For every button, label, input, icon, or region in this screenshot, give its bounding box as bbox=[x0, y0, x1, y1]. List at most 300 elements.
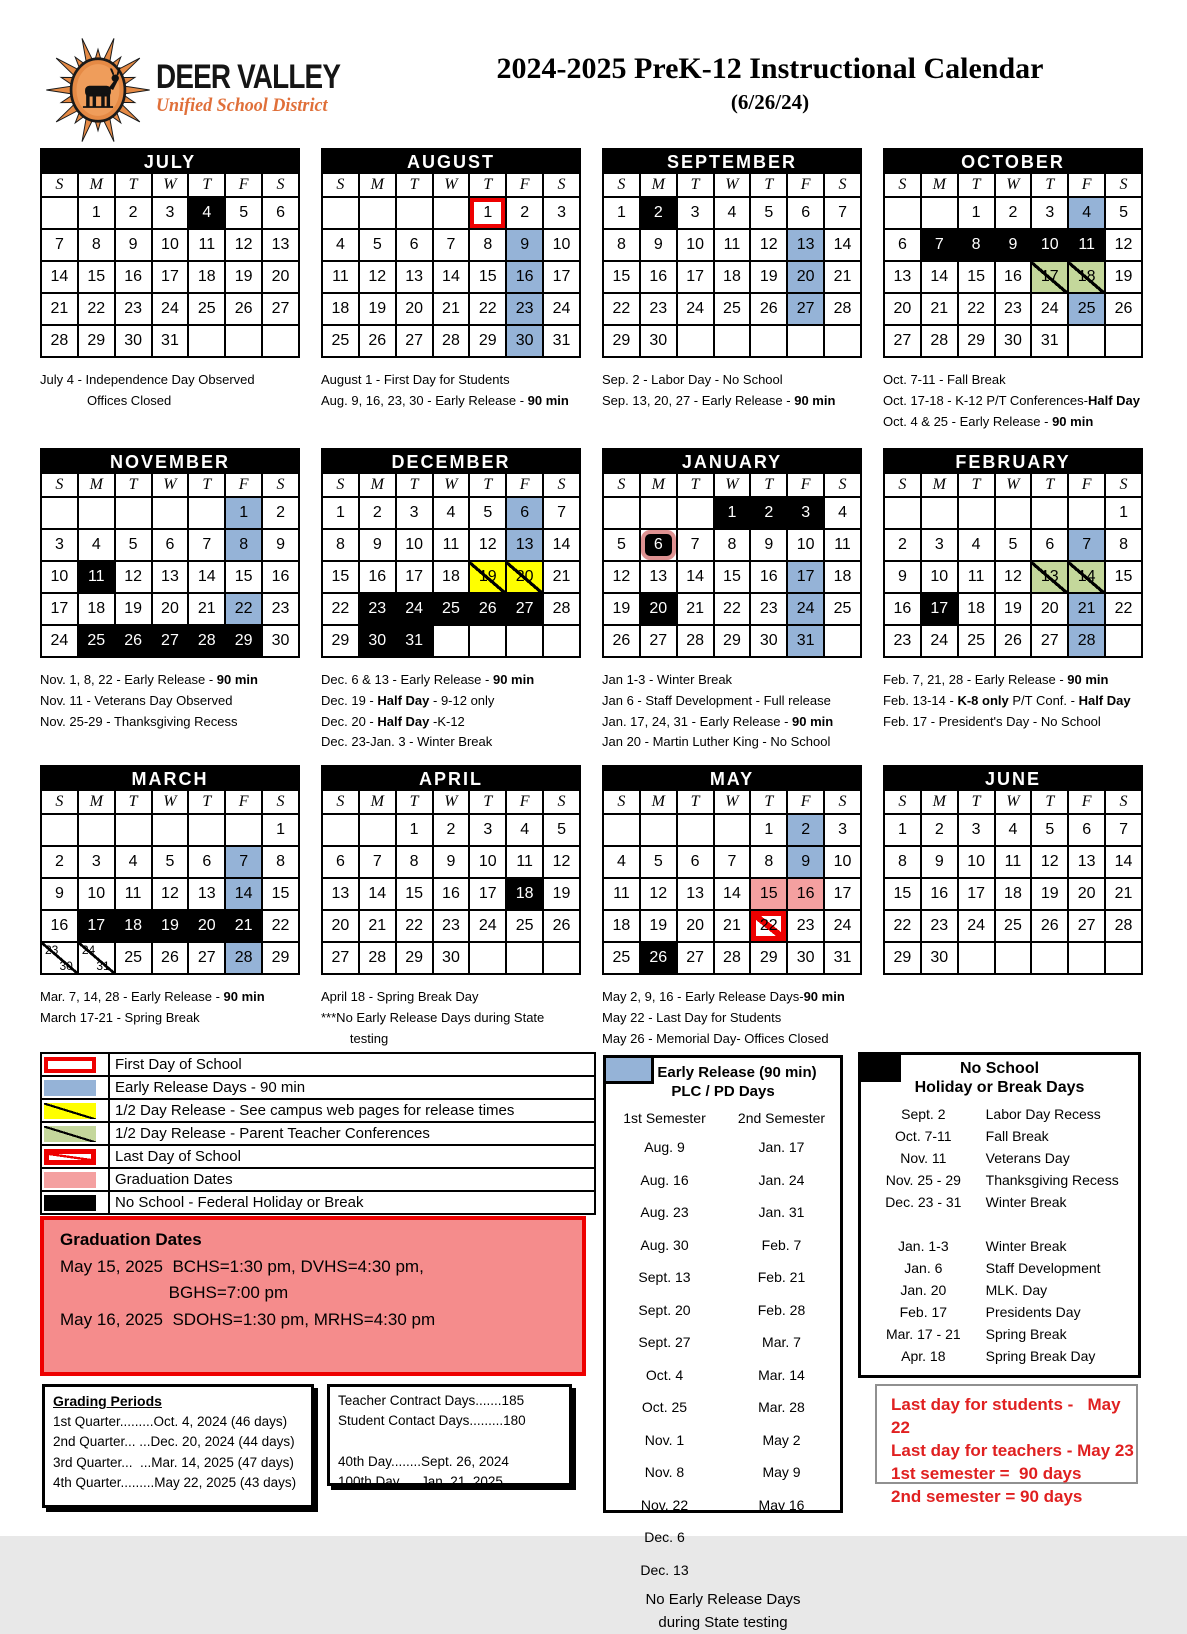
district-name bbox=[156, 58, 381, 117]
day-header: M bbox=[921, 473, 958, 497]
month-title: DECEMBER bbox=[321, 448, 581, 472]
calendar-day: 10 bbox=[152, 229, 189, 261]
calendar-day: 5 bbox=[995, 529, 1032, 561]
calendar-day: 29 bbox=[603, 325, 640, 357]
calendar-day: 9 bbox=[506, 229, 543, 261]
calendar-day: 8 bbox=[469, 229, 506, 261]
calendar-day bbox=[884, 197, 921, 229]
calendar-day bbox=[188, 325, 225, 357]
calendar-day: 17 bbox=[921, 593, 958, 625]
calendar-day: 3 bbox=[543, 197, 580, 229]
calendar-day: 31 bbox=[787, 625, 824, 657]
calendar-day: 21 bbox=[359, 910, 396, 942]
calendar-day: 24 bbox=[396, 593, 433, 625]
red1-swatch bbox=[44, 1057, 96, 1073]
day-header: S bbox=[603, 173, 640, 197]
month-calendar bbox=[602, 789, 862, 975]
calendar-day: 10 bbox=[1031, 229, 1068, 261]
calendar-day: 2 bbox=[41, 846, 78, 878]
calendar-day: 1 bbox=[322, 497, 359, 529]
day-header: S bbox=[603, 790, 640, 814]
calendar-day: 15 bbox=[225, 561, 262, 593]
calendar-day bbox=[115, 814, 152, 846]
early-release-row: Dec. 13 bbox=[640, 1561, 689, 1578]
day-header: S bbox=[262, 473, 299, 497]
semester-summary-box bbox=[875, 1384, 1138, 1506]
calendar-day: 9 bbox=[433, 846, 470, 878]
legend-item bbox=[41, 1076, 595, 1099]
calendar-day: 2 bbox=[359, 497, 396, 529]
calendar-day: 24 bbox=[543, 293, 580, 325]
month-note: Offices Closed bbox=[40, 392, 172, 408]
calendar-day: 29 bbox=[262, 942, 299, 974]
calendar-day: 15 bbox=[78, 261, 115, 293]
day-header: S bbox=[41, 790, 78, 814]
calendar-day: 23 bbox=[750, 593, 787, 625]
calendar-day: 7 bbox=[677, 529, 714, 561]
calendar-day: 30 bbox=[995, 325, 1032, 357]
day-header: S bbox=[884, 790, 921, 814]
page-title-block bbox=[420, 52, 1120, 115]
months-grid bbox=[40, 148, 1143, 1049]
calendar-day: 24 bbox=[824, 910, 861, 942]
calendar-day: 26 bbox=[359, 325, 396, 357]
calendar-day: 13 bbox=[152, 561, 189, 593]
calendar-day: 4 bbox=[824, 497, 861, 529]
calendar-day: 24 bbox=[787, 593, 824, 625]
calendar-day: 11 bbox=[824, 529, 861, 561]
calendar-day: 9 bbox=[787, 846, 824, 878]
calendar-day: 22 bbox=[884, 910, 921, 942]
calendar-day: 16 bbox=[640, 261, 677, 293]
month-april bbox=[321, 765, 581, 1049]
calendar-day: 14 bbox=[433, 261, 470, 293]
month-calendar bbox=[40, 472, 300, 658]
calendar-day bbox=[225, 325, 262, 357]
calendar-day: 22 bbox=[750, 910, 787, 942]
calendar-day: 23 bbox=[884, 625, 921, 657]
calendar-day bbox=[433, 625, 470, 657]
calendar-day bbox=[543, 625, 580, 657]
day-header: W bbox=[152, 173, 189, 197]
month-note: July 4 - Independence Day Observed bbox=[40, 372, 255, 387]
calendar-day: 27 bbox=[506, 593, 543, 625]
calendar-day: 7 bbox=[1105, 814, 1142, 846]
calendar-day: 30 bbox=[750, 625, 787, 657]
calendar-day: 19 bbox=[995, 593, 1032, 625]
calendar-day: 11 bbox=[188, 229, 225, 261]
calendar-day: 30 bbox=[787, 942, 824, 974]
calendar-day: 23 bbox=[506, 293, 543, 325]
summary-line: 1st semester = 90 days bbox=[891, 1463, 1082, 1483]
calendar-day: 22 bbox=[1105, 593, 1142, 625]
early-release-row: Sept. 20 Feb. 28 bbox=[638, 1301, 806, 1318]
calendar-day: 20 bbox=[884, 293, 921, 325]
calendar-day bbox=[995, 497, 1032, 529]
early-release-footer: No Early Release Days during State testing bbox=[645, 1591, 801, 1631]
calendar-day: 30 bbox=[262, 625, 299, 657]
day-header: T bbox=[750, 173, 787, 197]
month-note: March 17-21 - Spring Break bbox=[40, 1009, 200, 1025]
calendar-day: 4 bbox=[714, 197, 751, 229]
calendar-day: 14 bbox=[41, 261, 78, 293]
calendar-day bbox=[714, 814, 751, 846]
calendar-day: 17 bbox=[787, 561, 824, 593]
calendar-day: 2 bbox=[787, 814, 824, 846]
calendar-day: 22 bbox=[262, 910, 299, 942]
calendar-day: 6 bbox=[188, 846, 225, 878]
day-header: F bbox=[1068, 473, 1105, 497]
day-header: T bbox=[396, 473, 433, 497]
month-calendar bbox=[883, 172, 1143, 358]
calendar-day: 23 bbox=[433, 910, 470, 942]
calendar-day bbox=[78, 814, 115, 846]
legend-label: No School - Federal Holiday or Break bbox=[109, 1191, 595, 1214]
calendar-day: 22 bbox=[396, 910, 433, 942]
calendar-day: 6 bbox=[262, 197, 299, 229]
day-header: W bbox=[995, 473, 1032, 497]
calendar-day: 29 bbox=[750, 942, 787, 974]
day-header: T bbox=[115, 173, 152, 197]
calendar-day: 28 bbox=[921, 325, 958, 357]
calendar-day: 1 bbox=[396, 814, 433, 846]
calendar-day: 28 bbox=[188, 625, 225, 657]
graduation-line: May 15, 2025 BCHS=1:30 pm, DVHS=4:30 pm, bbox=[60, 1257, 424, 1276]
no-school-row: Nov. 25 - 29 Thanksgiving Recess bbox=[885, 1172, 1119, 1188]
calendar-day: 14 bbox=[677, 561, 714, 593]
legend-item bbox=[41, 1122, 595, 1145]
month-title: NOVEMBER bbox=[40, 448, 300, 472]
calendar-day: 12 bbox=[995, 561, 1032, 593]
calendar-day: 4 bbox=[115, 846, 152, 878]
calendar-day: 14 bbox=[188, 561, 225, 593]
calendar-day: 10 bbox=[543, 229, 580, 261]
calendar-day: 23 bbox=[115, 293, 152, 325]
calendar-day: 13 bbox=[677, 878, 714, 910]
calendar-day: 31 bbox=[152, 325, 189, 357]
month-note: Dec. 19 - Half Day - 9-12 only bbox=[321, 692, 495, 708]
calendar-day: 16 bbox=[921, 878, 958, 910]
legend-item bbox=[41, 1053, 595, 1076]
calendar-day bbox=[152, 497, 189, 529]
day-header: M bbox=[640, 173, 677, 197]
day-header: S bbox=[322, 473, 359, 497]
calendar-day: 7 bbox=[824, 197, 861, 229]
calendar-day: 10 bbox=[396, 529, 433, 561]
calendar-day: 10 bbox=[787, 529, 824, 561]
calendar-day: 26 bbox=[152, 942, 189, 974]
calendar-day: 25 bbox=[115, 942, 152, 974]
no-school-row: Jan. 20 MLK. Day bbox=[900, 1282, 1048, 1298]
month-note: Jan 20 - Martin Luther King - No School bbox=[602, 734, 831, 750]
calendar-day bbox=[640, 497, 677, 529]
calendar-day: 21 bbox=[1105, 878, 1142, 910]
contract-days-lines bbox=[338, 1391, 561, 1492]
calendar-day bbox=[884, 497, 921, 529]
second-semester-header: 2nd Semester bbox=[737, 1110, 826, 1126]
day-header: M bbox=[78, 473, 115, 497]
calendar-day: 12 bbox=[225, 229, 262, 261]
day-header: S bbox=[41, 473, 78, 497]
month-november bbox=[40, 448, 300, 765]
calendar-day bbox=[677, 497, 714, 529]
calendar-day: 22 bbox=[78, 293, 115, 325]
calendar-day: 9 bbox=[750, 529, 787, 561]
calendar-day: 9 bbox=[921, 846, 958, 878]
calendar-day: 22 bbox=[225, 593, 262, 625]
calendar-day bbox=[188, 497, 225, 529]
calendar-day: 30 bbox=[433, 942, 470, 974]
early-release-row: Nov. 8 May 9 bbox=[644, 1464, 801, 1480]
day-header: T bbox=[958, 173, 995, 197]
month-january bbox=[602, 448, 862, 765]
yel-swatch bbox=[44, 1103, 96, 1119]
day-header: T bbox=[1031, 173, 1068, 197]
calendar-day: 2 bbox=[750, 497, 787, 529]
calendar-day: 11 bbox=[995, 846, 1032, 878]
calendar-day: 25 bbox=[824, 593, 861, 625]
graduation-line: May 16, 2025 SDOHS=1:30 pm, MRHS=4:30 pm bbox=[60, 1309, 436, 1329]
calendar-day: 13 bbox=[262, 229, 299, 261]
calendar-day: 12 bbox=[603, 561, 640, 593]
calendar-day: 25 bbox=[188, 293, 225, 325]
district-name-top: DEER VALLEY bbox=[156, 58, 341, 96]
calendar-day: 8 bbox=[884, 846, 921, 878]
calendar-day: 11 bbox=[78, 561, 115, 593]
calendar-day: 3 bbox=[396, 497, 433, 529]
early-release-row: Oct. 25 Mar. 28 bbox=[641, 1399, 805, 1415]
month-february bbox=[883, 448, 1143, 765]
day-header: M bbox=[640, 790, 677, 814]
month-title: FEBRUARY bbox=[883, 448, 1143, 472]
calendar-day: 22 bbox=[469, 293, 506, 325]
grading-line: 3rd Quarter... ...Mar. 14, 2025 (47 days) bbox=[53, 1454, 294, 1470]
calendar-day bbox=[41, 814, 78, 846]
calendar-day: 5 bbox=[225, 197, 262, 229]
calendar-day: 12 bbox=[152, 878, 189, 910]
calendar-day: 27 bbox=[1068, 910, 1105, 942]
calendar-day: 29 bbox=[78, 325, 115, 357]
legend-item bbox=[41, 1099, 595, 1122]
calendar-day bbox=[1031, 497, 1068, 529]
calendar-day: 9 bbox=[115, 229, 152, 261]
contract-line: Student Contact Days.........180 bbox=[338, 1413, 526, 1429]
calendar-day: 24 bbox=[469, 910, 506, 942]
calendar-day: 11 bbox=[506, 846, 543, 878]
day-header: T bbox=[188, 473, 225, 497]
month-calendar bbox=[602, 472, 862, 658]
calendar-day: 26 bbox=[1031, 910, 1068, 942]
legend-label: Graduation Dates bbox=[109, 1168, 595, 1191]
day-header: F bbox=[787, 173, 824, 197]
calendar-day: 27 bbox=[152, 625, 189, 657]
day-header: S bbox=[262, 790, 299, 814]
calendar-day bbox=[359, 197, 396, 229]
calendar-day: 12 bbox=[469, 529, 506, 561]
calendar-day: 1 bbox=[262, 814, 299, 846]
calendar-day: 21 bbox=[225, 910, 262, 942]
calendar-day: 28 bbox=[225, 942, 262, 974]
calendar-day: 25 bbox=[322, 325, 359, 357]
calendar-day: 25 bbox=[603, 942, 640, 974]
calendar-day: 1 bbox=[958, 197, 995, 229]
calendar-day: 19 bbox=[152, 910, 189, 942]
no-school-row: Apr. 18 Spring Break Day bbox=[901, 1348, 1096, 1364]
calendar-day: 24 bbox=[921, 625, 958, 657]
calendar-day: 26 bbox=[995, 625, 1032, 657]
calendar-day: 25 bbox=[433, 593, 470, 625]
calendar-day: 28 bbox=[1068, 625, 1105, 657]
calendar-day: 14 bbox=[714, 878, 751, 910]
calendar-day: 7 bbox=[359, 846, 396, 878]
month-notes bbox=[40, 670, 300, 732]
calendar-day: 24 bbox=[677, 293, 714, 325]
day-header: F bbox=[506, 173, 543, 197]
day-header: S bbox=[1105, 173, 1142, 197]
calendar-day: 14 bbox=[225, 878, 262, 910]
month-notes bbox=[602, 987, 862, 1049]
calendar-day: 2 bbox=[995, 197, 1032, 229]
day-header: W bbox=[433, 173, 470, 197]
no-school-title: No School bbox=[959, 1060, 1040, 1077]
calendar-day: 17 bbox=[1031, 261, 1068, 293]
calendar-day: 26 bbox=[750, 293, 787, 325]
calendar-day bbox=[787, 325, 824, 357]
calendar-day: 28 bbox=[543, 593, 580, 625]
day-header: F bbox=[225, 790, 262, 814]
month-title: MARCH bbox=[40, 765, 300, 789]
month-october bbox=[883, 148, 1143, 448]
day-header: S bbox=[322, 790, 359, 814]
calendar-day: 31 bbox=[543, 325, 580, 357]
calendar-day bbox=[1105, 942, 1142, 974]
month-note: Nov. 11 - Veterans Day Observed bbox=[40, 692, 233, 708]
calendar-day: 10 bbox=[41, 561, 78, 593]
month-note: Nov. 25-29 - Thanksgiving Recess bbox=[40, 713, 238, 729]
calendar-day: 24 bbox=[41, 625, 78, 657]
month-note: Oct. 7-11 - Fall Break bbox=[883, 372, 1006, 387]
calendar-day: 27 bbox=[884, 325, 921, 357]
calendar-day: 5 bbox=[750, 197, 787, 229]
calendar-day: 21 bbox=[677, 593, 714, 625]
day-header: F bbox=[1068, 790, 1105, 814]
calendar-day: 15 bbox=[884, 878, 921, 910]
month-note: Oct. 17-18 - K-12 P/T Conferences-Half Day bbox=[883, 392, 1140, 408]
calendar-day: 26 bbox=[115, 625, 152, 657]
calendar-day bbox=[115, 497, 152, 529]
calendar-day: 27 bbox=[787, 293, 824, 325]
calendar-day: 24 31 bbox=[78, 942, 115, 974]
calendar-day bbox=[262, 325, 299, 357]
calendar-day: 24 bbox=[958, 910, 995, 942]
day-header: S bbox=[262, 173, 299, 197]
calendar-day: 10 bbox=[677, 229, 714, 261]
early-release-row: Nov. 22 May 16 bbox=[640, 1496, 805, 1513]
calendar-day: 1 bbox=[603, 197, 640, 229]
day-header: F bbox=[506, 473, 543, 497]
calendar-day: 13 bbox=[884, 261, 921, 293]
month-note: Sep. 13, 20, 27 - Early Release - 90 min bbox=[602, 392, 836, 408]
calendar-day: 11 bbox=[433, 529, 470, 561]
legend-item bbox=[41, 1191, 595, 1214]
calendar-day: 21 bbox=[921, 293, 958, 325]
day-header: T bbox=[677, 173, 714, 197]
day-header: S bbox=[543, 790, 580, 814]
month-calendar bbox=[883, 789, 1143, 975]
calendar-day: 8 bbox=[78, 229, 115, 261]
calendar-day: 5 bbox=[115, 529, 152, 561]
calendar-day: 16 bbox=[433, 878, 470, 910]
calendar-day: 19 bbox=[469, 561, 506, 593]
day-header: M bbox=[78, 173, 115, 197]
calendar-day: 5 bbox=[543, 814, 580, 846]
calendar-day: 4 bbox=[958, 529, 995, 561]
calendar-day bbox=[824, 325, 861, 357]
calendar-day: 16 bbox=[995, 261, 1032, 293]
month-title: AUGUST bbox=[321, 148, 581, 172]
calendar-day: 20 bbox=[640, 593, 677, 625]
day-header: T bbox=[188, 790, 225, 814]
calendar-day: 1 bbox=[225, 497, 262, 529]
day-header: T bbox=[958, 473, 995, 497]
calendar-day: 8 bbox=[225, 529, 262, 561]
calendar-day: 10 bbox=[921, 561, 958, 593]
calendar-day: 13 bbox=[1068, 846, 1105, 878]
calendar-day: 19 bbox=[225, 261, 262, 293]
summary-line: Last day for teachers - May 23 bbox=[891, 1440, 1134, 1460]
calendar-day: 19 bbox=[603, 593, 640, 625]
calendar-day: 25 bbox=[995, 910, 1032, 942]
calendar-day: 17 bbox=[78, 910, 115, 942]
calendar-day bbox=[225, 814, 262, 846]
calendar-day bbox=[543, 942, 580, 974]
calendar-day: 20 bbox=[262, 261, 299, 293]
calendar-day: 9 bbox=[884, 561, 921, 593]
day-header: F bbox=[787, 790, 824, 814]
calendar-day bbox=[750, 325, 787, 357]
calendar-day: 10 bbox=[469, 846, 506, 878]
calendar-day bbox=[921, 197, 958, 229]
calendar-day: 6 bbox=[787, 197, 824, 229]
grading-periods-box bbox=[42, 1384, 314, 1508]
graduation-title: Graduation Dates bbox=[60, 1230, 202, 1249]
summary-line: Last day for students - May 22 bbox=[891, 1395, 1126, 1437]
calendar-day: 8 bbox=[603, 229, 640, 261]
calendar-day: 3 bbox=[469, 814, 506, 846]
month-note: Jan. 17, 24, 31 - Early Release - 90 min bbox=[602, 713, 834, 729]
graduation-line: BGHS=7:00 pm bbox=[60, 1283, 289, 1303]
day-header: S bbox=[543, 173, 580, 197]
calendar-day: 6 bbox=[322, 846, 359, 878]
early-release-row: Sept. 13 Feb. 21 bbox=[638, 1269, 806, 1285]
legend-item bbox=[41, 1168, 595, 1191]
calendar-day: 30 bbox=[115, 325, 152, 357]
calendar-day: 10 bbox=[78, 878, 115, 910]
month-note: August 1 - First Day for Students bbox=[321, 372, 510, 387]
calendar-day bbox=[322, 197, 359, 229]
calendar-day: 3 bbox=[921, 529, 958, 561]
calendar-day: 6 bbox=[396, 229, 433, 261]
calendar-day: 13 bbox=[396, 261, 433, 293]
calendar-day: 21 bbox=[543, 561, 580, 593]
calendar-day bbox=[433, 197, 470, 229]
month-note: Dec. 23-Jan. 3 - Winter Break bbox=[321, 734, 493, 750]
calendar-day: 16 bbox=[359, 561, 396, 593]
month-title: APRIL bbox=[321, 765, 581, 789]
day-header: S bbox=[603, 473, 640, 497]
calendar-day: 22 bbox=[603, 293, 640, 325]
calendar-day bbox=[322, 814, 359, 846]
